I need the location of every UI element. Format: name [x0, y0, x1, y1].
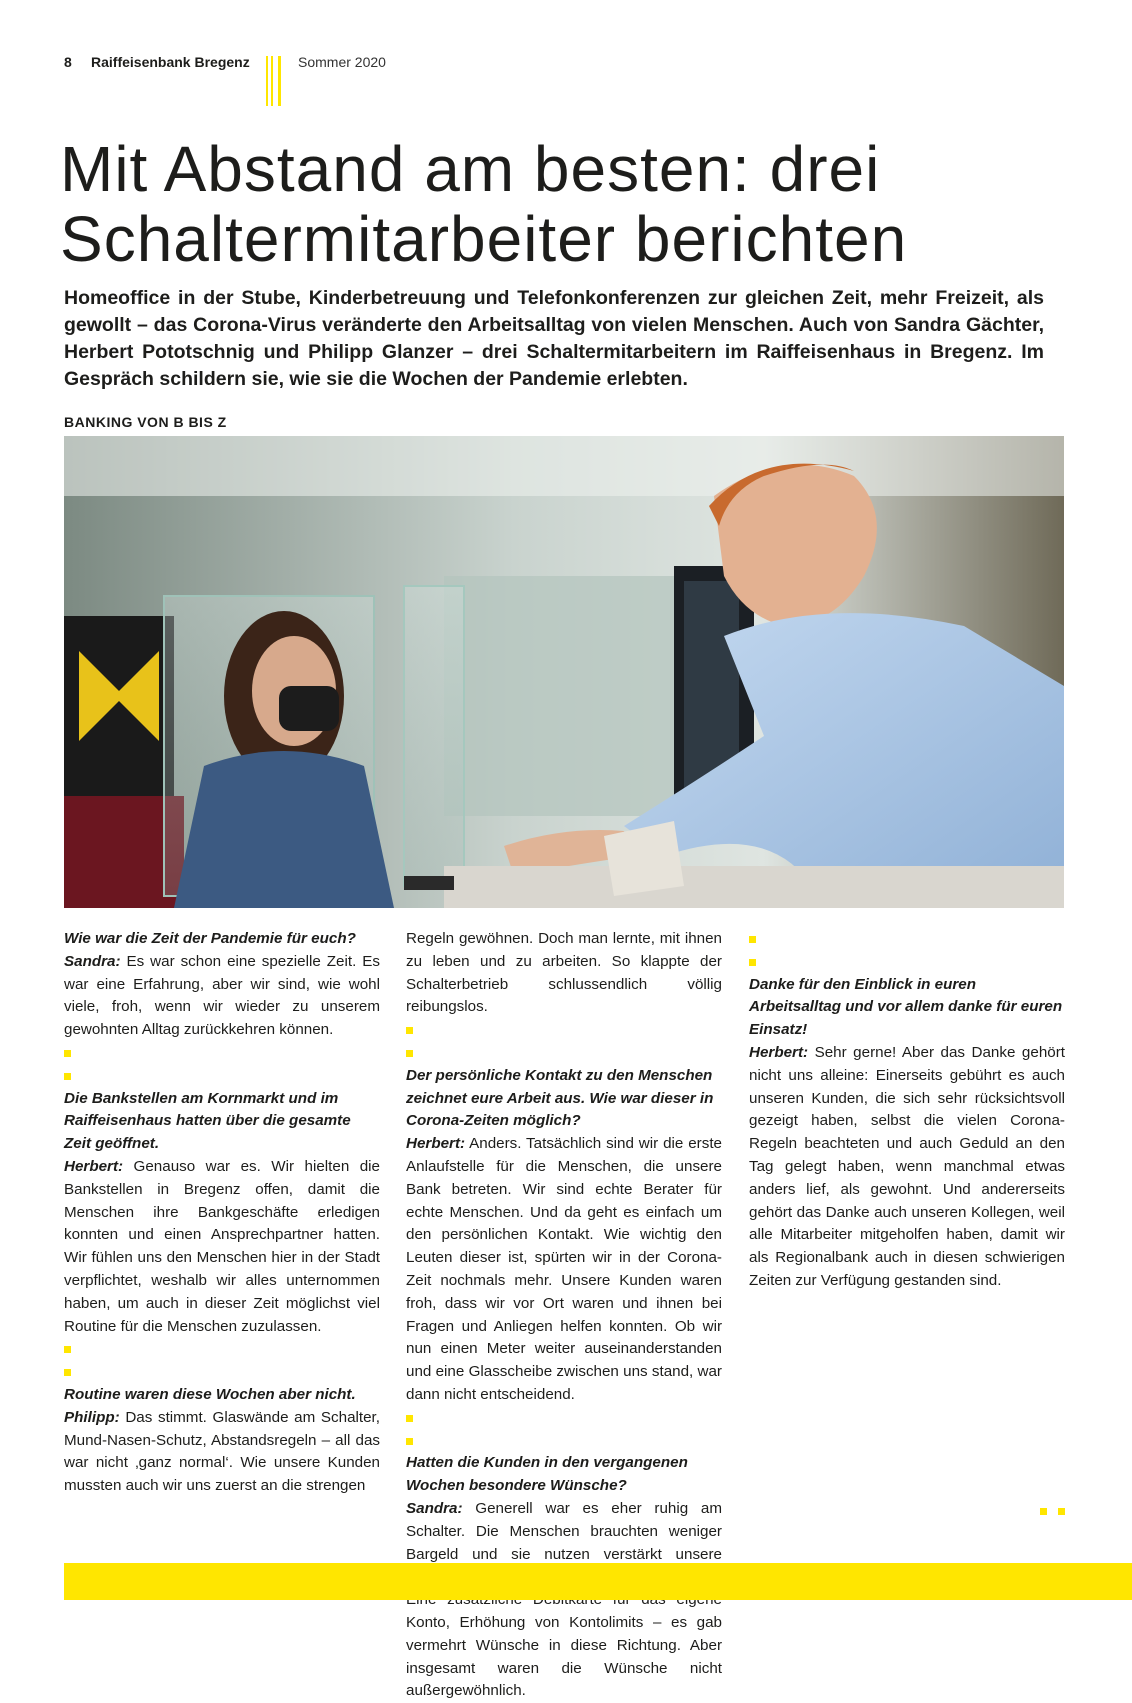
article-photo: [64, 436, 1064, 908]
header-divider: [266, 56, 284, 106]
page-number: 8: [64, 54, 72, 70]
speaker-name: Sandra:: [406, 1499, 463, 1517]
speaker-name: Philipp:: [64, 1408, 120, 1426]
interview-answer: [64, 951, 380, 1042]
article-rubric: BANKING VON B BIS Z: [64, 414, 227, 430]
answer-text: Sehr gerne! Aber das Danke gehört nicht uns alleine: Einerseits gebührt es auch unseren Kunden, die sich sehr rücksichtsvoll gezeigt haben, selbst die vielen Corona-Regeln beachteten und auch Geduld an den Tag gelegt haben, wenn manchmal etwas anders lief, als gewohnt. Und andererseits gehört das Danke auch unseren Kollegen, weil alle Mitarbeiter mitgeholfen haben, damit wir als Regionalbank auch in diesen schwierigen Zeiten zur Verfügung gestanden sind.: [749, 1043, 1065, 1289]
speaker-name: Herbert:: [406, 1135, 466, 1153]
interview-question: Danke für den Einblick in euren Arbeitsalltag und vor allem danke für euren Einsatz!: [749, 975, 1063, 1039]
interview-answer: [64, 1156, 380, 1338]
answer-text: Es war schon eine spezielle Zeit. Es war eine Erfahrung, aber wir sind, wie wohl viele, froh, wenn wir wieder zu unserem gewohnten Alltag zurückkehren können.: [64, 952, 380, 1039]
column-3: [749, 928, 1065, 1293]
answer-text: Das stimmt. Glaswände am Schalter, Mund-Nasen-Schutz, Abstandsregeln – all das war nicht ‚ganz normal‘. Wie unsere Kunden mussten auch wir uns zuerst an die strengen: [64, 1408, 380, 1495]
answer-text: Anders. Tatsächlich sind wir die erste Anlaufstelle für die Menschen, die unsere Bank betreten. Wir sind echte Berater für echte Menschen. Und da geht es einfach um den persönlichen Kontakt. Wie wichtig den Leuten dieser ist, spürten wir in der Corona-Zeit nochmals mehr. Unsere Kunden waren froh, dass wir vor Ort waren und ihnen bei Fragen und Anliegen helfen konnten. Ob wir nun einen Meter weiter auseinanderstanden und eine Glasscheibe zwischen uns stand, war dann nicht entscheidend.: [406, 1135, 722, 1403]
interview-question: Hatten die Kunden in den vergangenen Wochen besondere Wünsche?: [406, 1454, 688, 1495]
end-marker: [1040, 1508, 1070, 1518]
article-title: [60, 134, 1060, 274]
separator-square: [749, 951, 1065, 974]
separator-square: [406, 1019, 722, 1042]
separator-square: [406, 1042, 722, 1065]
footer-bar: [64, 1563, 1132, 1600]
title-line-2: Schaltermitarbeiter berichten: [60, 203, 908, 275]
separator-square: [64, 1361, 380, 1384]
separator-square: [64, 1338, 380, 1361]
speaker-name: Herbert:: [64, 1157, 124, 1175]
interview-answer: [406, 1498, 722, 1703]
speaker-name: Herbert:: [749, 1043, 809, 1061]
interview-answer: [406, 1133, 722, 1407]
answer-text: Generell war es eher ruhig am Schalter. Die Menschen brauchten weniger Bargeld und sie nutzen verstärkt unsere Konto, Erhöhung von Kontolimits – es gab vermehrt Wünsche in diese Richtung. Aber insgesamt waren die Wünsche nicht außergewöhnlich.: [406, 1499, 722, 1700]
separator-square: [406, 1407, 722, 1430]
separator-square: [64, 1042, 380, 1065]
interview-question: Der persönliche Kontakt zu den Menschen zeichnet eure Arbeit aus. Wie war dieser in Corona-Zeiten möglich?: [406, 1066, 714, 1130]
interview-answer: [749, 1042, 1065, 1293]
publication-name: Raiffeisenbank Bregenz: [91, 54, 250, 70]
column-1: [64, 928, 380, 1498]
article-lead: Homeoffice in der Stube, Kinderbetreuung und Telefonkonferenzen zur gleichen Zeit, mehr Freizeit, als gewollt – das Corona-Virus veränderte den Arbeitsalltag von vielen Menschen. Auch von Sandra Gächter, Herbert Pototschnig und Philipp Glanzer – drei Schaltermitarbeitern im Raiffeisenhaus in Bregenz. Im Gespräch schildern sie, wie sie die Wochen der Pandemie erlebten.: [64, 287, 1044, 390]
issue-label: Sommer 2020: [298, 54, 386, 70]
separator-square: [406, 1430, 722, 1453]
title-line-1: Mit Abstand am besten: drei: [60, 133, 881, 205]
interview-question: Routine waren diese Wochen aber nicht.: [64, 1385, 356, 1403]
answer-continuation: Regeln gewöhnen. Doch man lernte, mit ihnen zu leben und zu arbeiten. So klappte der Schalterbetrieb schlussendlich völlig reibungslos.: [406, 930, 722, 1016]
photo-icon: [64, 436, 1064, 908]
interview-answer: [64, 1407, 380, 1498]
interview-question: Wie war die Zeit der Pandemie für euch?: [64, 930, 356, 947]
separator-square: [64, 1065, 380, 1088]
interview-question: Die Bankstellen am Kornmarkt und im Raiffeisenhaus hatten über die gesamte Zeit geöffnet.: [64, 1089, 351, 1153]
separator-square: [749, 928, 1065, 951]
speaker-name: Sandra:: [64, 952, 121, 970]
answer-text: Genauso war es. Wir hielten die Bankstellen in Bregenz offen, damit die Menschen ihre Bankgeschäfte erledigen konnten und einen Ansprechpartner hatten. Wir fühlen uns den Menschen hier in der Stadt verpflichtet, weshalb wir alles unternommen haben, um auch in dieser Zeit möglichst viel Routine für die Menschen zuzulassen.: [64, 1157, 380, 1335]
